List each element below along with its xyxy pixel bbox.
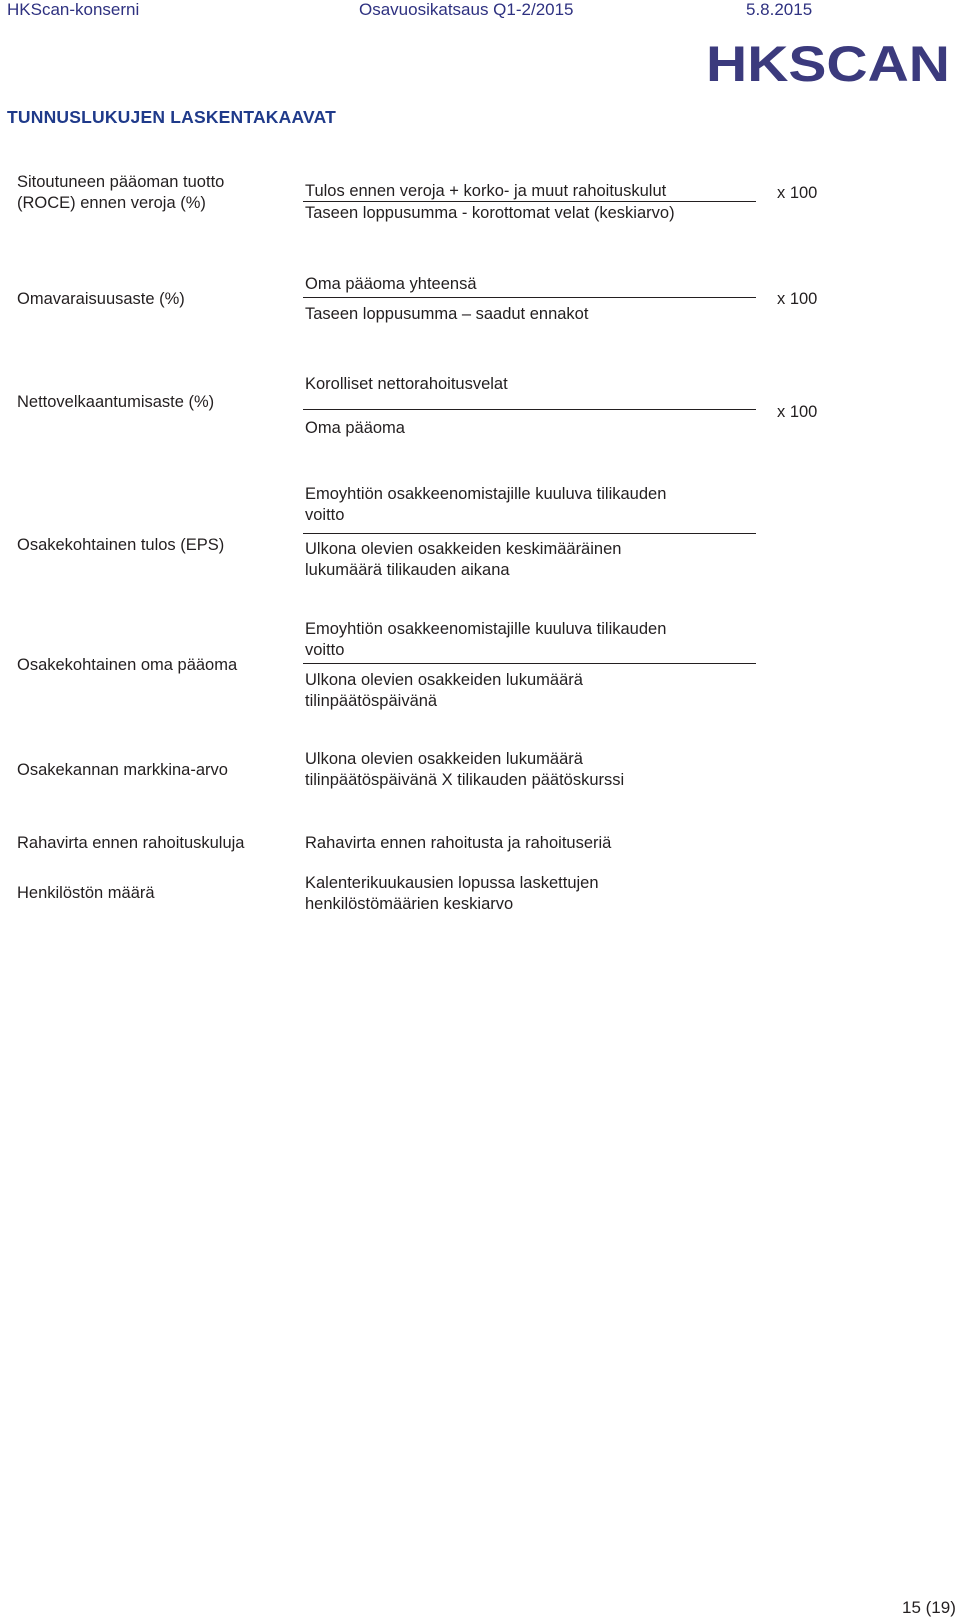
page-title: TUNNUSLUKUJEN LASKENTAKAAVAT — [7, 107, 337, 127]
formula-label-gearing: Nettovelkaantumisaste (%) — [17, 393, 215, 411]
formula-label-equity-per-share: Osakekohtainen oma pääoma — [17, 656, 238, 674]
hkscan-logo — [706, 40, 954, 86]
formula-label-personnel: Henkilöstön määrä — [17, 884, 155, 902]
formula-multiplier-roce: x 100 — [777, 184, 818, 202]
header-company: HKScan-konserni — [7, 0, 140, 19]
formula-label-market-cap: Osakekannan markkina-arvo — [17, 761, 228, 779]
formula-definition-personnel-line2: henkilöstömäärien keskiarvo — [305, 895, 514, 913]
formula-definition-market-cap-line2: tilinpäätöspäivänä X tilikauden päätöskurssi — [305, 771, 625, 789]
formula-multiplier-equity-ratio: x 100 — [777, 290, 818, 308]
formula-numerator-equity-per-share-line1: Emoyhtiön osakkeenomistajille kuuluva tilikauden — [305, 620, 667, 638]
formula-definition-cash-flow: Rahavirta ennen rahoitusta ja rahoituseriä — [305, 834, 612, 852]
formula-numerator-equity-per-share-line2: voitto — [305, 641, 345, 659]
formula-multiplier-gearing: x 100 — [777, 403, 818, 421]
logo-wordmark: HKSCAN — [706, 40, 950, 86]
formula-numerator-roce: Tulos ennen veroja + korko- ja muut rahoituskulut — [305, 182, 667, 200]
fraction-line-eps — [303, 533, 756, 534]
formula-numerator-gearing: Korolliset nettorahoitusvelat — [305, 375, 508, 393]
formula-denominator-equity-per-share-line1: Ulkona olevien osakkeiden lukumäärä — [305, 671, 583, 689]
header-date: 5.8.2015 — [746, 0, 813, 19]
formula-denominator-equity-ratio: Taseen loppusumma – saadut ennakot — [305, 305, 589, 323]
fraction-line-equity-per-share — [303, 663, 756, 664]
formula-definition-personnel-line1: Kalenterikuukausien lopussa laskettujen — [305, 874, 599, 892]
formula-label-roce-line1: Sitoutuneen pääoman tuotto — [17, 173, 225, 191]
formula-label-roce-line2: (ROCE) ennen veroja (%) — [17, 194, 206, 212]
formula-label-cash-flow: Rahavirta ennen rahoituskuluja — [17, 834, 245, 852]
formula-denominator-gearing: Oma pääoma — [305, 419, 405, 437]
formula-numerator-eps-line2: voitto — [305, 506, 345, 524]
formula-denominator-eps-line2: lukumäärä tilikauden aikana — [305, 561, 510, 579]
formula-denominator-roce: Taseen loppusumma - korottomat velat (keskiarvo) — [305, 204, 675, 222]
fraction-line-equity-ratio — [303, 297, 756, 298]
formula-denominator-equity-per-share-line2: tilinpäätöspäivänä — [305, 692, 438, 710]
formula-definition-market-cap-line1: Ulkona olevien osakkeiden lukumäärä — [305, 750, 583, 768]
fraction-line-roce — [303, 201, 756, 202]
fraction-line-gearing — [303, 409, 756, 410]
formula-numerator-eps-line1: Emoyhtiön osakkeenomistajille kuuluva tilikauden — [305, 485, 667, 503]
formula-numerator-equity-ratio: Oma pääoma yhteensä — [305, 275, 477, 293]
formula-label-eps: Osakekohtainen tulos (EPS) — [17, 536, 225, 554]
formula-label-equity-ratio: Omavaraisuusaste (%) — [17, 290, 185, 308]
header-report-title: Osavuosikatsaus Q1-2/2015 — [359, 0, 574, 19]
formula-denominator-eps-line1: Ulkona olevien osakkeiden keskimääräinen — [305, 540, 622, 558]
page-number: 15 (19) — [902, 1598, 956, 1617]
